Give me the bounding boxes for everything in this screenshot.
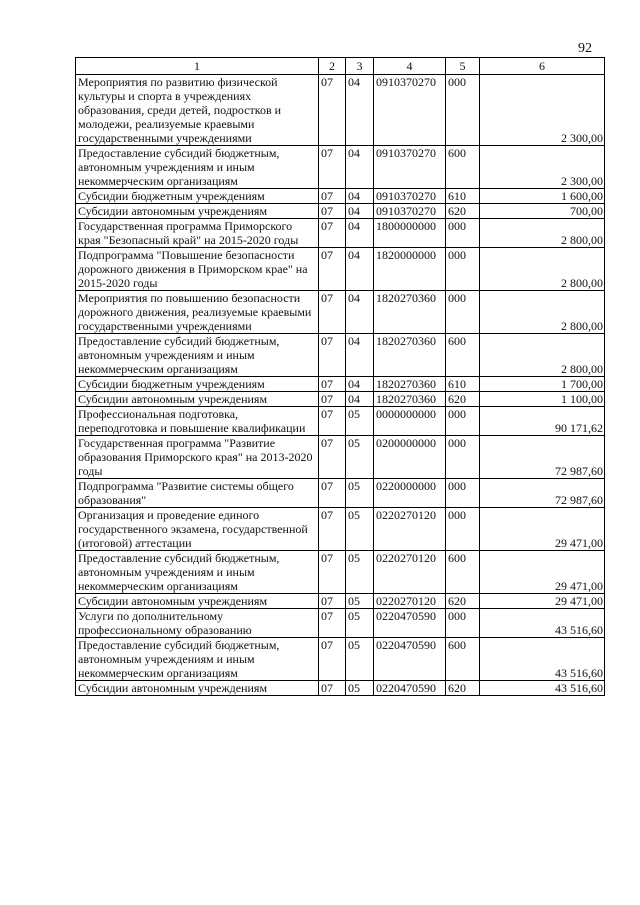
table-row: [76, 248, 605, 291]
amount-value: 1 100,00: [480, 392, 605, 407]
item-name: Предоставление субсидий бюджетным, автономным учреждениям и иным некоммерческим организациям: [76, 146, 319, 189]
table-row: [76, 146, 605, 189]
item-name: Предоставление субсидий бюджетным, автономным учреждениям и иным некоммерческим организациям: [76, 334, 319, 377]
amount-value: 2 300,00: [480, 75, 605, 146]
subsection-code: 04: [346, 219, 374, 248]
target-article-code: 0910370270: [374, 204, 446, 219]
item-name: Услуги по дополнительному профессиональному образованию: [76, 609, 319, 638]
subsection-code: 05: [346, 594, 374, 609]
column-header: 4: [374, 58, 446, 75]
table-row: [76, 189, 605, 204]
item-name: Мероприятия по развитию физической культуры и спорта в учреждениях образования, среди детей, подростков и молодежи, реализуемые краевыми государственными учреждениями: [76, 75, 319, 146]
item-name: Подпрограмма "Повышение безопасности дорожного движения в Приморском крае" на 2015-2020 годы: [76, 248, 319, 291]
subsection-code: 04: [346, 248, 374, 291]
subsection-code: 05: [346, 551, 374, 594]
expense-type-code: 610: [446, 189, 480, 204]
target-article-code: 0220000000: [374, 479, 446, 508]
subsection-code: 04: [346, 204, 374, 219]
section-code: 07: [319, 219, 346, 248]
amount-value: 72 987,60: [480, 436, 605, 479]
expense-type-code: 000: [446, 248, 480, 291]
table-row: [76, 219, 605, 248]
amount-value: 2 800,00: [480, 291, 605, 334]
table-row: [76, 407, 605, 436]
item-name: Государственная программа "Развитие образования Приморского края" на 2013-2020 годы: [76, 436, 319, 479]
item-name: Предоставление субсидий бюджетным, автономным учреждениям и иным некоммерческим организациям: [76, 551, 319, 594]
item-name: Предоставление субсидий бюджетным, автономным учреждениям и иным некоммерческим организациям: [76, 638, 319, 681]
column-header: 3: [346, 58, 374, 75]
target-article-code: 0220470590: [374, 681, 446, 696]
section-code: 07: [319, 334, 346, 377]
target-article-code: 1820270360: [374, 392, 446, 407]
item-name: Субсидии бюджетным учреждениям: [76, 377, 319, 392]
amount-value: 2 800,00: [480, 219, 605, 248]
expense-type-code: 000: [446, 75, 480, 146]
table-row: [76, 291, 605, 334]
target-article-code: 0220470590: [374, 609, 446, 638]
expense-type-code: 000: [446, 436, 480, 479]
expense-type-code: 000: [446, 407, 480, 436]
table-row: [76, 681, 605, 696]
expense-type-code: 610: [446, 377, 480, 392]
item-name: Подпрограмма "Развитие системы общего образования": [76, 479, 319, 508]
amount-value: 700,00: [480, 204, 605, 219]
target-article-code: 0910370270: [374, 146, 446, 189]
expense-type-code: 000: [446, 508, 480, 551]
section-code: 07: [319, 594, 346, 609]
section-code: 07: [319, 508, 346, 551]
table-row: [76, 75, 605, 146]
target-article-code: 0910370270: [374, 75, 446, 146]
table-row: [76, 551, 605, 594]
item-name: Субсидии автономным учреждениям: [76, 204, 319, 219]
target-article-code: 0000000000: [374, 407, 446, 436]
amount-value: 2 300,00: [480, 146, 605, 189]
expense-type-code: 600: [446, 638, 480, 681]
target-article-code: 1820270360: [374, 377, 446, 392]
section-code: 07: [319, 189, 346, 204]
amount-value: 29 471,00: [480, 551, 605, 594]
section-code: 07: [319, 681, 346, 696]
section-code: 07: [319, 377, 346, 392]
subsection-code: 05: [346, 436, 374, 479]
expense-type-code: 620: [446, 392, 480, 407]
amount-value: 43 516,60: [480, 681, 605, 696]
subsection-code: 04: [346, 75, 374, 146]
expense-type-code: 600: [446, 146, 480, 189]
item-name: Государственная программа Приморского края "Безопасный край" на 2015-2020 годы: [76, 219, 319, 248]
table-row: [76, 479, 605, 508]
amount-value: 29 471,00: [480, 594, 605, 609]
amount-value: 2 800,00: [480, 248, 605, 291]
amount-value: 1 600,00: [480, 189, 605, 204]
expense-type-code: 600: [446, 334, 480, 377]
target-article-code: 0220270120: [374, 508, 446, 551]
section-code: 07: [319, 609, 346, 638]
subsection-code: 05: [346, 681, 374, 696]
item-name: Профессиональная подготовка, переподготовка и повышение квалификации: [76, 407, 319, 436]
item-name: Субсидии автономным учреждениям: [76, 392, 319, 407]
amount-value: 90 171,62: [480, 407, 605, 436]
item-name: Мероприятия по повышению безопасности дорожного движения, реализуемые краевыми государственными учреждениями: [76, 291, 319, 334]
table-row: [76, 436, 605, 479]
target-article-code: 1820270360: [374, 334, 446, 377]
item-name: Субсидии бюджетным учреждениям: [76, 189, 319, 204]
page-number: 92: [578, 41, 592, 56]
amount-value: 43 516,60: [480, 609, 605, 638]
subsection-code: 05: [346, 508, 374, 551]
table-row: [76, 392, 605, 407]
subsection-code: 04: [346, 291, 374, 334]
section-code: 07: [319, 204, 346, 219]
column-header: 5: [446, 58, 480, 75]
item-name: Субсидии автономным учреждениям: [76, 681, 319, 696]
expense-type-code: 620: [446, 594, 480, 609]
section-code: 07: [319, 75, 346, 146]
expense-type-code: 000: [446, 291, 480, 334]
section-code: 07: [319, 407, 346, 436]
target-article-code: 1800000000: [374, 219, 446, 248]
target-article-code: 1820270360: [374, 291, 446, 334]
section-code: 07: [319, 479, 346, 508]
subsection-code: 04: [346, 392, 374, 407]
target-article-code: 0220270120: [374, 551, 446, 594]
table-body: [76, 75, 605, 696]
target-article-code: 0220470590: [374, 638, 446, 681]
table-row: [76, 594, 605, 609]
section-code: 07: [319, 638, 346, 681]
amount-value: 29 471,00: [480, 508, 605, 551]
section-code: 07: [319, 551, 346, 594]
table-header-row: [76, 58, 605, 75]
amount-value: 72 987,60: [480, 479, 605, 508]
section-code: 07: [319, 248, 346, 291]
item-name: Субсидии автономным учреждениям: [76, 594, 319, 609]
amount-value: 2 800,00: [480, 334, 605, 377]
subsection-code: 04: [346, 146, 374, 189]
table-row: [76, 377, 605, 392]
subsection-code: 05: [346, 638, 374, 681]
section-code: 07: [319, 291, 346, 334]
table-row: [76, 334, 605, 377]
expense-type-code: 000: [446, 219, 480, 248]
amount-value: 1 700,00: [480, 377, 605, 392]
expense-type-code: 000: [446, 479, 480, 508]
column-header: 1: [76, 58, 319, 75]
subsection-code: 05: [346, 407, 374, 436]
subsection-code: 05: [346, 609, 374, 638]
expense-type-code: 000: [446, 609, 480, 638]
subsection-code: 04: [346, 334, 374, 377]
section-code: 07: [319, 392, 346, 407]
table-row: [76, 638, 605, 681]
section-code: 07: [319, 146, 346, 189]
target-article-code: 0200000000: [374, 436, 446, 479]
amount-value: 43 516,60: [480, 638, 605, 681]
target-article-code: 0220270120: [374, 594, 446, 609]
expense-type-code: 600: [446, 551, 480, 594]
section-code: 07: [319, 436, 346, 479]
column-header: 6: [480, 58, 605, 75]
subsection-code: 04: [346, 189, 374, 204]
table-row: [76, 204, 605, 219]
target-article-code: 1820000000: [374, 248, 446, 291]
column-header: 2: [319, 58, 346, 75]
table-row: [76, 609, 605, 638]
budget-table: [75, 57, 605, 696]
subsection-code: 04: [346, 377, 374, 392]
item-name: Организация и проведение единого государственного экзамена, государственной (итоговой) аттестации: [76, 508, 319, 551]
expense-type-code: 620: [446, 681, 480, 696]
expense-type-code: 620: [446, 204, 480, 219]
subsection-code: 05: [346, 479, 374, 508]
target-article-code: 0910370270: [374, 189, 446, 204]
table-row: [76, 508, 605, 551]
